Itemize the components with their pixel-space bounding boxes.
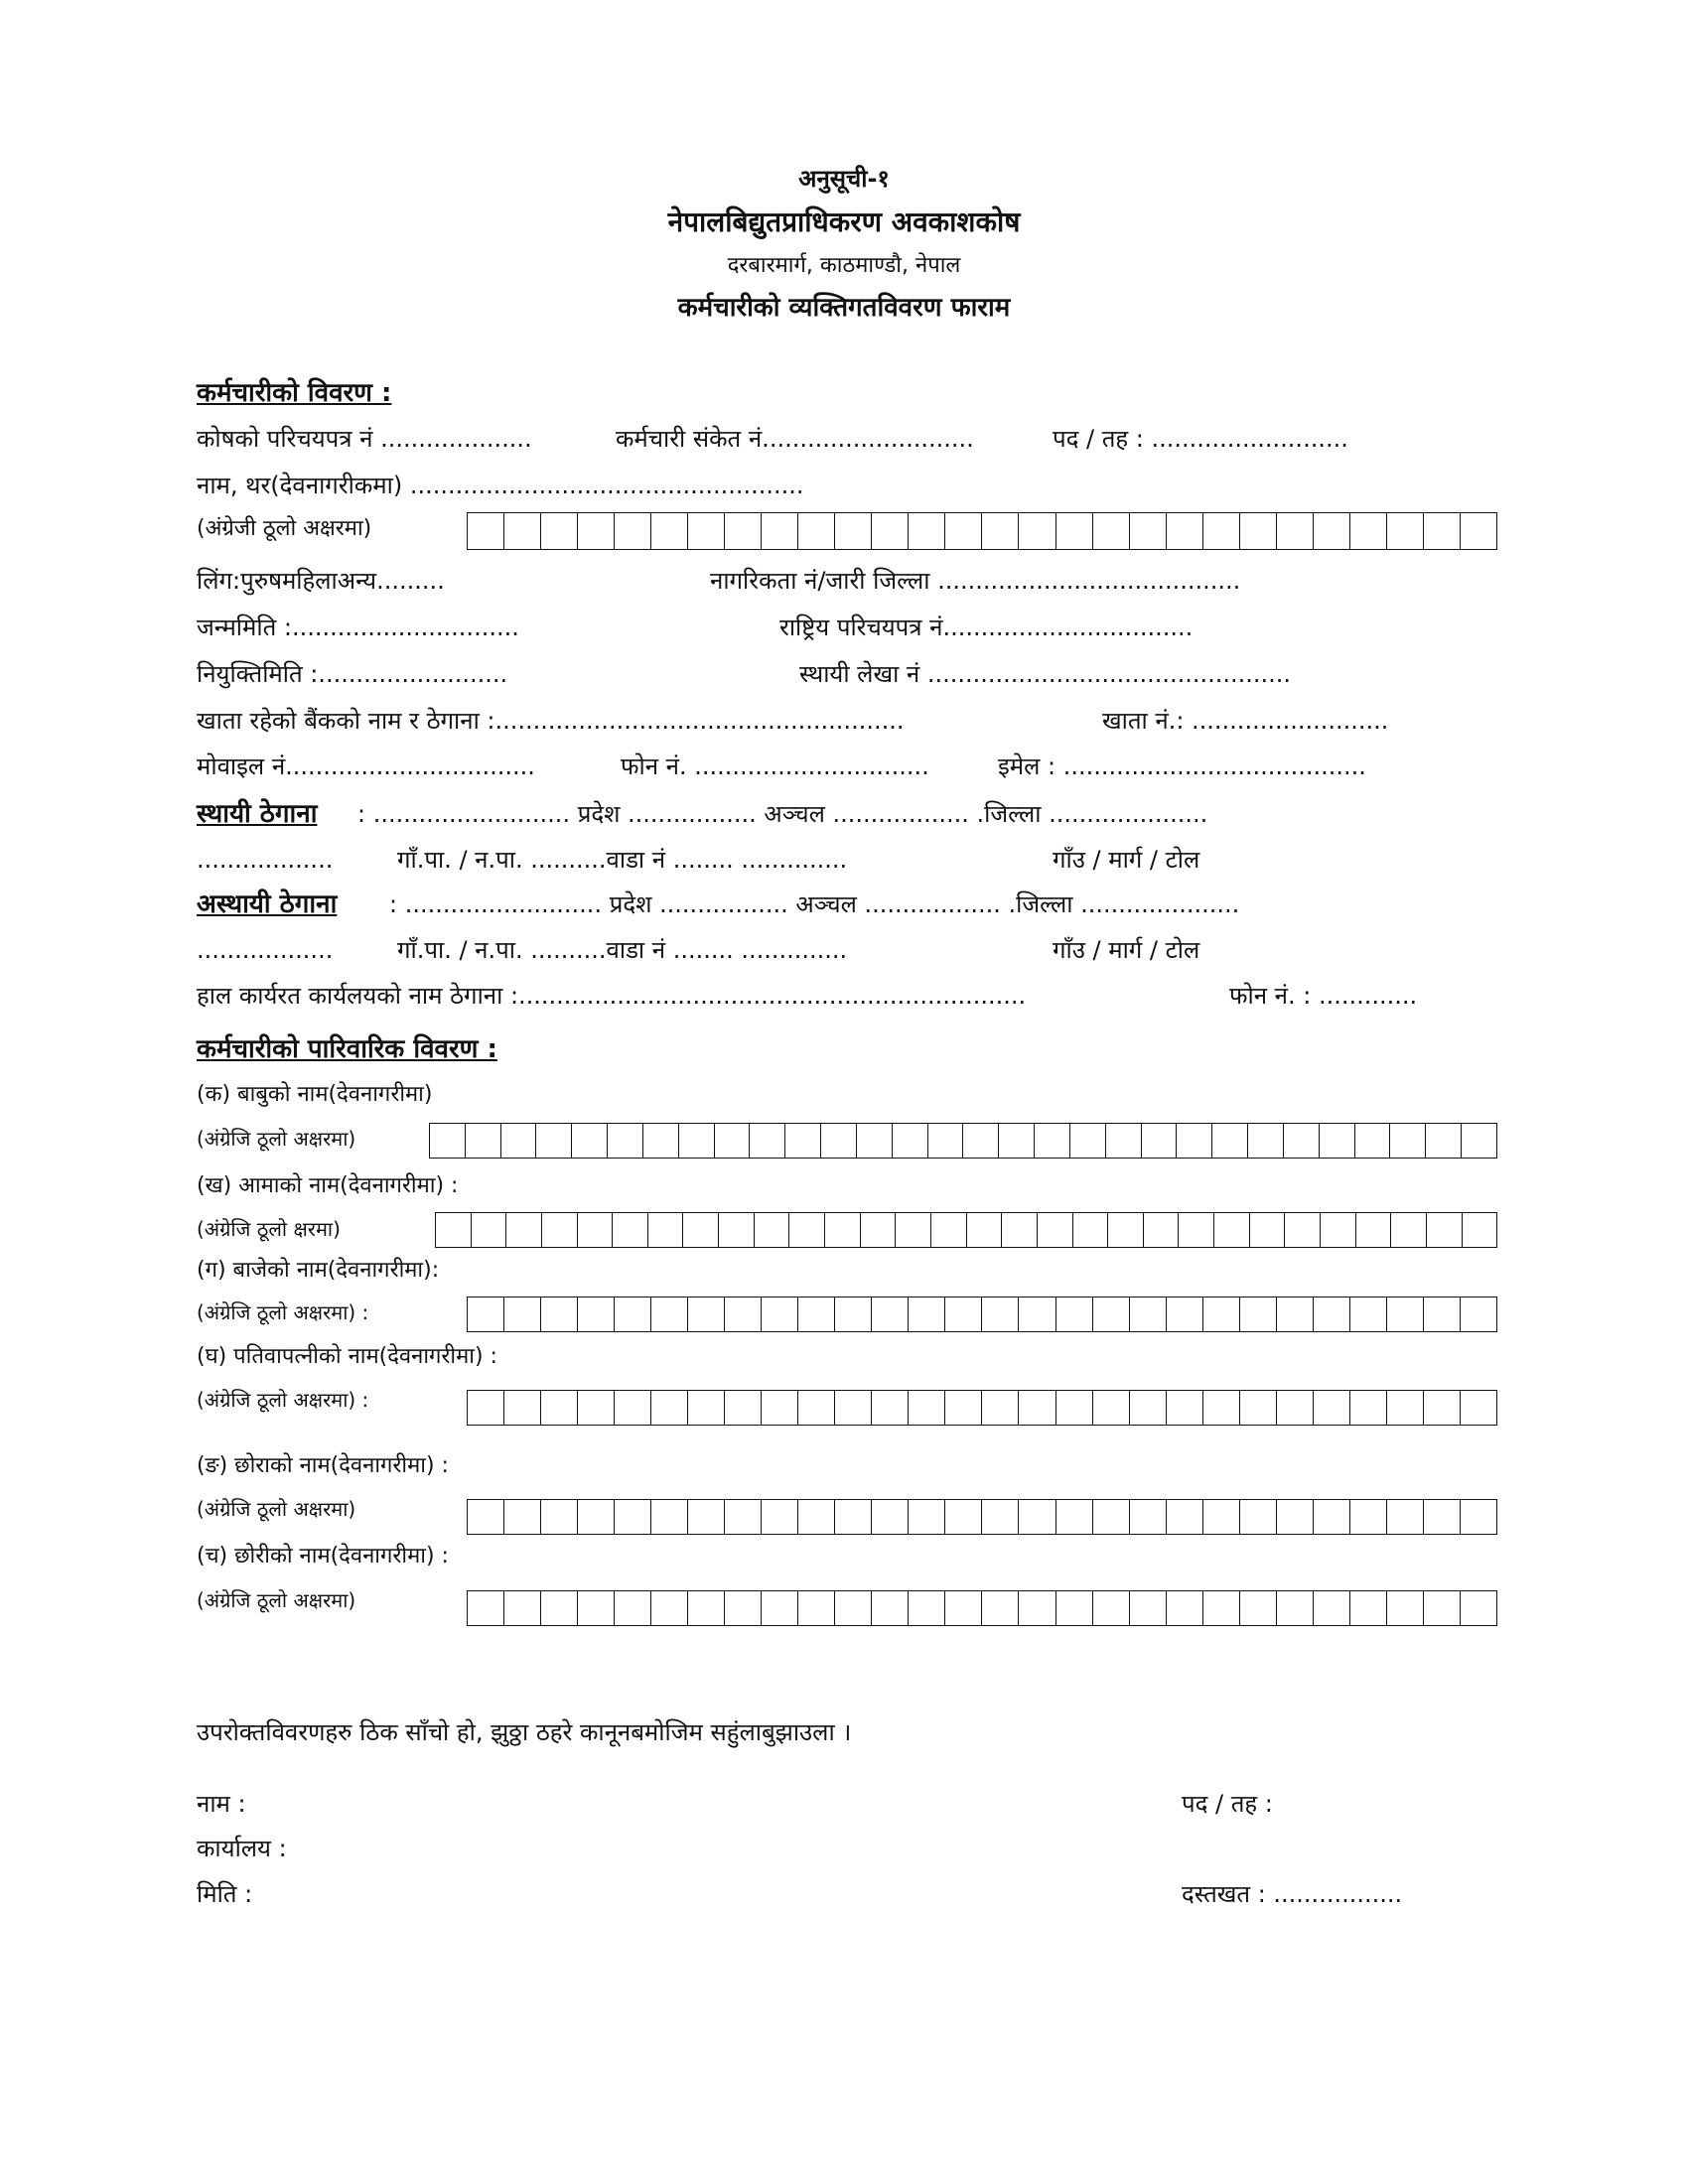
letter-box[interactable] [651, 513, 688, 549]
letter-box[interactable] [861, 1213, 897, 1247]
letter-box[interactable] [1356, 1213, 1392, 1247]
name-devanagari-field[interactable]: नाम, थर(देवनागरीकमा) .................................................... [197, 472, 804, 499]
letter-box[interactable] [608, 1124, 643, 1158]
letter-box[interactable] [872, 1297, 909, 1331]
grandfather-name-english-label: (अंग्रेजि ठूलो अक्षरमा) : [197, 1300, 369, 1324]
letter-box[interactable] [1350, 1297, 1387, 1331]
name-english-boxes[interactable] [467, 512, 1497, 550]
letter-box[interactable] [909, 1591, 945, 1625]
letter-box[interactable] [1321, 1213, 1356, 1247]
letter-box[interactable] [430, 1124, 466, 1158]
letter-box[interactable] [578, 1213, 614, 1247]
letter-box[interactable] [683, 1213, 719, 1247]
letter-box[interactable] [857, 1124, 893, 1158]
letter-box[interactable] [821, 1124, 857, 1158]
letter-box[interactable] [1277, 513, 1314, 549]
letter-box[interactable] [1142, 1124, 1178, 1158]
letter-box[interactable] [1240, 1500, 1277, 1534]
account-number-field[interactable]: खाता नं.: .......................... [1102, 707, 1389, 735]
letter-box[interactable] [472, 1213, 507, 1247]
letter-box[interactable] [615, 1500, 651, 1534]
letter-box[interactable] [1350, 1391, 1387, 1425]
letter-box[interactable] [1350, 1591, 1387, 1625]
letter-box[interactable] [1314, 1591, 1350, 1625]
citizenship-field[interactable]: नागरिकता नं/जारी जिल्ला ........................................ [710, 567, 1241, 595]
permanent-address-dots[interactable]: .................. [197, 846, 334, 874]
letter-box[interactable] [1056, 1297, 1093, 1331]
letter-box[interactable] [909, 1297, 945, 1331]
letter-box[interactable] [1167, 513, 1203, 549]
letter-box[interactable] [1056, 1391, 1093, 1425]
letter-box[interactable] [615, 1591, 651, 1625]
letter-box[interactable] [785, 1124, 821, 1158]
letter-box[interactable] [982, 1297, 1019, 1331]
letter-box[interactable] [578, 1297, 615, 1331]
letter-box[interactable] [762, 1500, 798, 1534]
letter-box[interactable] [1424, 1591, 1461, 1625]
letter-box[interactable] [825, 1213, 861, 1247]
employee-code-field[interactable]: कर्मचारी संकेत नं............................ [616, 425, 974, 453]
letter-box[interactable] [725, 1500, 762, 1534]
letter-box[interactable] [1277, 1391, 1314, 1425]
letter-box[interactable] [1461, 1391, 1496, 1425]
family-section-heading: कर्मचारीको पारिवारिक विवरण : [197, 1034, 497, 1064]
letter-box[interactable] [615, 1297, 651, 1331]
letter-box[interactable] [1424, 513, 1461, 549]
spouse-name-boxes[interactable] [467, 1390, 1497, 1426]
letter-box[interactable] [1203, 1391, 1240, 1425]
letter-box[interactable] [1426, 1124, 1462, 1158]
letter-box[interactable] [1093, 1500, 1130, 1534]
temporary-address-dots[interactable]: .................. [197, 936, 334, 964]
letter-box[interactable] [762, 1591, 798, 1625]
letter-box[interactable] [872, 1500, 909, 1534]
letter-box[interactable] [1391, 1213, 1427, 1247]
son-name-english-label: (अंग्रेजि ठूलो अक्षरमा) [197, 1497, 356, 1521]
name-english-label: (अंग्रेजी ठूलो अक्षरमा) [197, 516, 372, 541]
mother-name-label: (ख) आमाको नाम(देवनागरीमा) : [197, 1173, 459, 1198]
letter-box[interactable] [872, 1591, 909, 1625]
letter-box[interactable] [1314, 1391, 1350, 1425]
daughter-name-boxes[interactable] [467, 1590, 1497, 1626]
phone-number-field[interactable]: फोन नं. ............................... [621, 752, 929, 780]
letter-box[interactable] [542, 1213, 578, 1247]
appointment-date-field[interactable]: नियुक्तिमिति :......................... [197, 660, 508, 688]
letter-box[interactable] [1203, 1500, 1240, 1534]
letter-box[interactable] [1277, 1500, 1314, 1534]
letter-box[interactable] [1427, 1213, 1463, 1247]
letter-box[interactable] [893, 1124, 928, 1158]
letter-box[interactable] [504, 1500, 541, 1534]
letter-box[interactable] [1056, 513, 1093, 549]
letter-box[interactable] [1390, 1124, 1426, 1158]
letter-box[interactable] [1167, 1591, 1203, 1625]
daughter-name-english-label: (अंग्रेजि ठूलो अक्षरमा) [197, 1588, 356, 1612]
letter-box[interactable] [835, 1500, 872, 1534]
letter-box[interactable] [536, 1124, 572, 1158]
letter-box[interactable] [578, 1391, 615, 1425]
letter-box[interactable] [578, 1500, 615, 1534]
letter-box[interactable] [648, 1213, 684, 1247]
letter-box[interactable] [501, 1124, 537, 1158]
temporary-address-label: अस्थायी ठेगाना [197, 889, 338, 919]
letter-box[interactable] [541, 513, 578, 549]
signer-post-field[interactable]: पद / तह : [1182, 1790, 1273, 1818]
letter-box[interactable] [931, 1213, 967, 1247]
grandfather-name-label: (ग) बाजेको नाम(देवनागरीमा): [197, 1258, 440, 1283]
letter-box[interactable] [1350, 1500, 1387, 1534]
letter-box[interactable] [1461, 513, 1496, 549]
letter-box[interactable] [1130, 1391, 1167, 1425]
letter-box[interactable] [1056, 1591, 1093, 1625]
letter-box[interactable] [1106, 1124, 1142, 1158]
letter-box[interactable] [1462, 1124, 1496, 1158]
gender-field[interactable]: लिंग:पुरुषमहिलाअन्य......... [197, 567, 445, 595]
signing-date-field[interactable]: मिति : [197, 1880, 253, 1908]
letter-box[interactable] [725, 1297, 762, 1331]
letter-box[interactable] [725, 1591, 762, 1625]
letter-box[interactable] [1073, 1213, 1109, 1247]
mother-name-boxes[interactable] [435, 1212, 1497, 1248]
letter-box[interactable] [541, 1500, 578, 1534]
letter-box[interactable] [715, 1124, 751, 1158]
letter-box[interactable] [688, 1391, 725, 1425]
letter-box[interactable] [578, 513, 615, 549]
letter-box[interactable] [572, 1124, 608, 1158]
letter-box[interactable] [504, 1591, 541, 1625]
declaration-text: उपरोक्तविवरणहरु ठिक साँचो हो, झुठ्ठा ठहरे कानूनबमोजिम सहुंलाबुझाउला । [197, 1718, 852, 1746]
letter-box[interactable] [1130, 1297, 1167, 1331]
pan-field[interactable]: स्थायी लेखा नं ................................................ [799, 660, 1292, 688]
letter-box[interactable] [982, 513, 1019, 549]
letter-box[interactable] [688, 1591, 725, 1625]
letter-box[interactable] [1248, 1124, 1284, 1158]
temporary-address-line2[interactable]: गाँ.पा. / न.पा. ..........वाडा नं ........ .............. [397, 936, 848, 964]
letter-box[interactable] [541, 1391, 578, 1425]
letter-box[interactable] [1130, 513, 1167, 549]
letter-box[interactable] [798, 1500, 835, 1534]
letter-box[interactable] [719, 1213, 755, 1247]
letter-box[interactable] [835, 1297, 872, 1331]
letter-box[interactable] [1314, 513, 1350, 549]
letter-box[interactable] [1144, 1213, 1180, 1247]
letter-box[interactable] [468, 513, 504, 549]
letter-box[interactable] [967, 1213, 1003, 1247]
letter-box[interactable] [789, 1213, 825, 1247]
father-name-label: (क) बाबुको नाम(देवनागरीमा) [197, 1082, 433, 1107]
son-name-label: (ङ) छोराको नाम(देवनागरीमा) : [197, 1453, 449, 1478]
letter-box[interactable] [982, 1500, 1019, 1534]
mobile-number-field[interactable]: मोवाइल नं................................. [197, 752, 535, 780]
letter-box[interactable] [1056, 1500, 1093, 1534]
mother-name-english-label: (अंग्रेजि ठूलो क्षरमा) [197, 1217, 341, 1241]
letter-box[interactable] [1240, 1391, 1277, 1425]
fund-id-card-field[interactable]: कोषको परिचयपत्र नं .................... [197, 425, 532, 453]
letter-box[interactable] [1019, 1591, 1055, 1625]
letter-box[interactable] [1108, 1213, 1144, 1247]
letter-box[interactable] [1038, 1213, 1073, 1247]
letter-box[interactable] [1019, 1500, 1055, 1534]
letter-box[interactable] [945, 1297, 982, 1331]
signature-field[interactable]: दस्तखत : ................. [1182, 1880, 1403, 1908]
letter-box[interactable] [1179, 1213, 1214, 1247]
temporary-address-line1[interactable]: : .......................... प्रदेश ................. अञ्चल .................. .जिल्ला ..................... [389, 890, 1240, 918]
permanent-address-line1[interactable]: : .......................... प्रदेश ................. अञ्चल .................. .जिल्ला ..................... [357, 800, 1208, 828]
letter-box[interactable] [798, 1591, 835, 1625]
letter-box[interactable] [1019, 1297, 1055, 1331]
letter-box[interactable] [1002, 1213, 1038, 1247]
letter-box[interactable] [468, 1500, 504, 1534]
letter-box[interactable] [1070, 1124, 1106, 1158]
letter-box[interactable] [1203, 1297, 1240, 1331]
letter-box[interactable] [762, 1391, 798, 1425]
temporary-address-village: गाँउ / मार्ग / टोल [1053, 936, 1200, 964]
letter-box[interactable] [615, 513, 651, 549]
letter-box[interactable] [1019, 513, 1055, 549]
letter-box[interactable] [1212, 1124, 1248, 1158]
letter-box[interactable] [506, 1213, 542, 1247]
birth-date-field[interactable]: जन्ममिति :.............................. [197, 614, 519, 641]
letter-box[interactable] [762, 1297, 798, 1331]
permanent-address-label: स्थायी ठेगाना [197, 799, 318, 829]
letter-box[interactable] [1320, 1124, 1355, 1158]
letter-box[interactable] [1093, 1297, 1130, 1331]
letter-box[interactable] [466, 1124, 501, 1158]
letter-box[interactable] [1285, 1213, 1321, 1247]
spouse-name-english-label: (अंग्रेजि ठूलो अक्षरमा) : [197, 1388, 369, 1412]
signer-office-field[interactable]: कार्यालय : [197, 1835, 287, 1862]
letter-box[interactable] [835, 513, 872, 549]
letter-box[interactable] [643, 1124, 679, 1158]
letter-box[interactable] [945, 1500, 982, 1534]
letter-box[interactable] [1203, 1591, 1240, 1625]
letter-box[interactable] [1167, 1391, 1203, 1425]
letter-box[interactable] [651, 1591, 688, 1625]
letter-box[interactable] [1214, 1213, 1250, 1247]
letter-box[interactable] [1387, 1591, 1424, 1625]
letter-box[interactable] [651, 1500, 688, 1534]
letter-box[interactable] [1424, 1500, 1461, 1534]
letter-box[interactable] [615, 1391, 651, 1425]
letter-box[interactable] [1387, 1391, 1424, 1425]
letter-box[interactable] [909, 1500, 945, 1534]
form-title: कर्मचारीको व्यक्तिगतविवरण फाराम [677, 293, 1011, 323]
letter-box[interactable] [1240, 1591, 1277, 1625]
letter-box[interactable] [541, 1297, 578, 1331]
letter-box[interactable] [504, 1297, 541, 1331]
letter-box[interactable] [1167, 1500, 1203, 1534]
letter-box[interactable] [613, 1213, 648, 1247]
letter-box[interactable] [872, 513, 909, 549]
grandfather-name-boxes[interactable] [467, 1297, 1497, 1332]
national-id-field[interactable]: राष्ट्रिय परिचयपत्र नं................................. [779, 614, 1194, 641]
letter-box[interactable] [909, 1391, 945, 1425]
letter-box[interactable] [835, 1591, 872, 1625]
letter-box[interactable] [755, 1213, 790, 1247]
letter-box[interactable] [945, 1391, 982, 1425]
letter-box[interactable] [798, 1391, 835, 1425]
letter-box[interactable] [1463, 1213, 1497, 1247]
letter-box[interactable] [1355, 1124, 1391, 1158]
post-level-field[interactable]: पद / तह : .......................... [1053, 425, 1348, 453]
letter-box[interactable] [982, 1391, 1019, 1425]
father-name-english-label: (अंग्रेजि ठूलो अक्षरमा) [197, 1127, 356, 1151]
letter-box[interactable] [1461, 1297, 1496, 1331]
letter-box[interactable] [468, 1391, 504, 1425]
letter-box[interactable] [725, 1391, 762, 1425]
letter-box[interactable] [1093, 1391, 1130, 1425]
letter-box[interactable] [688, 1500, 725, 1534]
letter-box[interactable] [762, 513, 798, 549]
letter-box[interactable] [1424, 1391, 1461, 1425]
office-address-field[interactable]: हाल कार्यरत कार्यलयको नाम ठेगाना :................................................................... [197, 982, 1027, 1010]
letter-box[interactable] [928, 1124, 964, 1158]
letter-box[interactable] [945, 1591, 982, 1625]
letter-box[interactable] [1284, 1124, 1320, 1158]
letter-box[interactable] [468, 1591, 504, 1625]
permanent-address-line2[interactable]: गाँ.पा. / न.पा. ..........वाडा नं ........ .............. [397, 846, 848, 874]
letter-box[interactable] [688, 513, 725, 549]
son-name-boxes[interactable] [467, 1499, 1497, 1535]
letter-box[interactable] [835, 1391, 872, 1425]
letter-box[interactable] [436, 1213, 472, 1247]
bank-name-address-field[interactable]: खाता रहेको बैंकको नाम र ठेगाना :...................................................... [197, 707, 905, 735]
letter-box[interactable] [541, 1591, 578, 1625]
letter-box[interactable] [1130, 1591, 1167, 1625]
letter-box[interactable] [1167, 1297, 1203, 1331]
letter-box[interactable] [1277, 1297, 1314, 1331]
letter-box[interactable] [750, 1124, 785, 1158]
organization-address: दरबारमार्ग, काठमाण्डौ, नेपाल [727, 253, 961, 278]
letter-box[interactable] [578, 1591, 615, 1625]
signer-name-field[interactable]: नाम : [197, 1790, 246, 1818]
letter-box[interactable] [1035, 1124, 1070, 1158]
letter-box[interactable] [651, 1297, 688, 1331]
letter-box[interactable] [651, 1391, 688, 1425]
letter-box[interactable] [1240, 513, 1277, 549]
email-field[interactable]: इमेल : ........................................ [998, 752, 1366, 780]
letter-box[interactable] [909, 513, 945, 549]
daughter-name-label: (च) छोरीको नाम(देवनागरीमा) : [197, 1544, 449, 1569]
letter-box[interactable] [1177, 1124, 1212, 1158]
letter-box[interactable] [504, 1391, 541, 1425]
letter-box[interactable] [1019, 1391, 1055, 1425]
letter-box[interactable] [963, 1124, 999, 1158]
organization-name: नेपालबिद्युतप्राधिकरण अवकाशकोष [667, 205, 1021, 238]
father-name-boxes[interactable] [429, 1123, 1497, 1159]
letter-box[interactable] [999, 1124, 1035, 1158]
spouse-name-label: (घ) पतिवापत्नीको नाम(देवनागरीमा) : [197, 1344, 497, 1369]
letter-box[interactable] [945, 513, 982, 549]
letter-box[interactable] [798, 513, 835, 549]
letter-box[interactable] [688, 1297, 725, 1331]
permanent-address-village: गाँउ / मार्ग / टोल [1053, 846, 1200, 874]
letter-box[interactable] [872, 1391, 909, 1425]
letter-box[interactable] [1350, 513, 1387, 549]
letter-box[interactable] [1314, 1500, 1350, 1534]
letter-box[interactable] [468, 1297, 504, 1331]
letter-box[interactable] [1093, 1591, 1130, 1625]
letter-box[interactable] [1277, 1591, 1314, 1625]
letter-box[interactable] [1387, 513, 1424, 549]
letter-box[interactable] [1240, 1297, 1277, 1331]
letter-box[interactable] [1250, 1213, 1286, 1247]
office-phone-field[interactable]: फोन नं. : ............. [1229, 982, 1418, 1010]
letter-box[interactable] [1203, 513, 1240, 549]
letter-box[interactable] [1314, 1297, 1350, 1331]
employee-section-heading: कर्मचारीको विवरण : [197, 378, 392, 408]
letter-box[interactable] [1424, 1297, 1461, 1331]
letter-box[interactable] [896, 1213, 931, 1247]
letter-box[interactable] [982, 1591, 1019, 1625]
letter-box[interactable] [679, 1124, 715, 1158]
letter-box[interactable] [1130, 1500, 1167, 1534]
letter-box[interactable] [1461, 1591, 1496, 1625]
letter-box[interactable] [725, 513, 762, 549]
letter-box[interactable] [798, 1297, 835, 1331]
letter-box[interactable] [504, 513, 541, 549]
letter-box[interactable] [1387, 1500, 1424, 1534]
letter-box[interactable] [1093, 513, 1130, 549]
letter-box[interactable] [1461, 1500, 1496, 1534]
schedule-number: अनुसूची-१ [798, 165, 890, 193]
letter-box[interactable] [1387, 1297, 1424, 1331]
